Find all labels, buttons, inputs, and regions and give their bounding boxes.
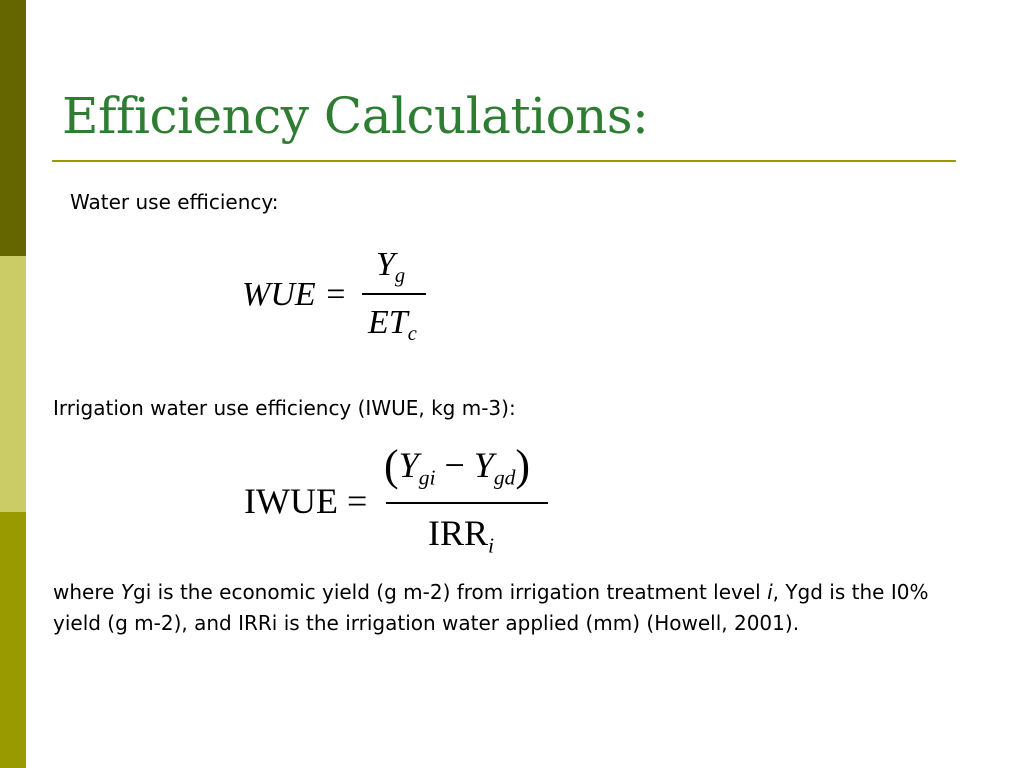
iwue-equation-numerator: $(Y_{gi} - Y_{gd})$ bbox=[384, 441, 531, 490]
slide-sidebar bbox=[0, 0, 26, 768]
iwue-label: Irrigation water use efficiency (IWUE, kg m-3): bbox=[53, 396, 516, 420]
description-paragraph: where Ygi is the economic yield (g m-2) from irrigation treatment level i, Ygd is the I0% yield (g m-2), and IRRi is the irrigation water applied (mm) (Howell, 2001). bbox=[53, 580, 929, 635]
wue-equation-numerator: $Y_g$ bbox=[376, 246, 406, 288]
wue-equation-lhs: WUE = bbox=[242, 276, 348, 313]
title-divider bbox=[52, 160, 956, 162]
iwue-equation-denominator: $IRR_i$ bbox=[428, 513, 495, 558]
wue-equation bbox=[240, 244, 440, 354]
sidebar-block-middle bbox=[0, 256, 26, 512]
wue-equation-denominator: $ET_c$ bbox=[368, 304, 417, 346]
wue-fraction-bar bbox=[362, 293, 426, 295]
sidebar-block-top bbox=[0, 0, 26, 256]
iwue-equation-lhs: IWUE = bbox=[244, 481, 368, 521]
slide-title: Efficiency Calculations: bbox=[62, 87, 649, 145]
iwue-equation bbox=[244, 436, 564, 562]
wue-label: Water use efficiency: bbox=[70, 190, 279, 214]
iwue-fraction-bar bbox=[386, 502, 548, 504]
sidebar-block-bottom bbox=[0, 512, 26, 768]
